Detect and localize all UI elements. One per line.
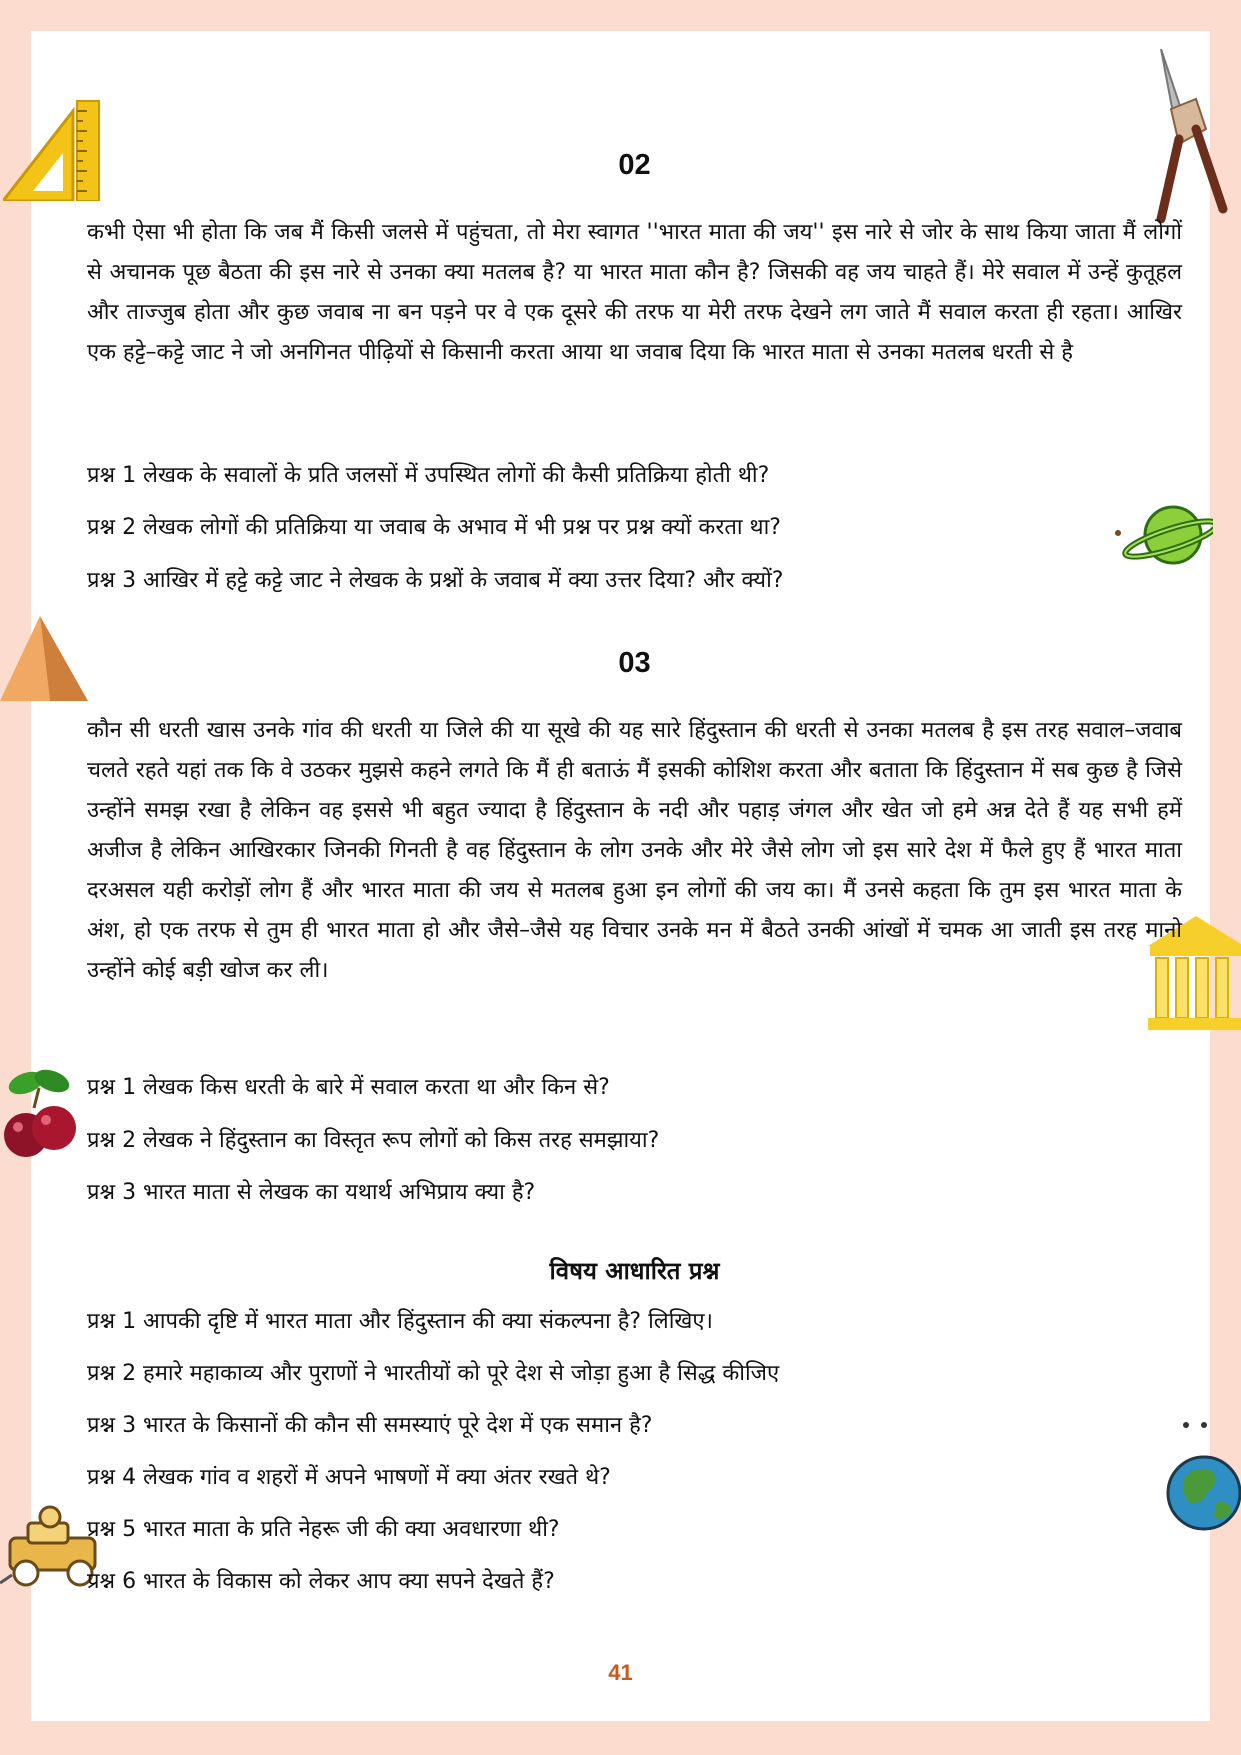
subject-question-4: प्रश्न 4 लेखक गांव व शहरों में अपने भाषणों में क्या अंतर रखते थे? [87,1465,611,1490]
section-2-question-1: प्रश्न 1 लेखक के सवालों के प्रति जलसों में उपस्थित लोगों की कैसी प्रतिक्रिया होती थी? [87,463,770,488]
subject-question-6: प्रश्न 6 भारत के विकास को लेकर आप क्या सपने देखते हैं? [87,1569,555,1594]
pyramid-icon [0,616,90,706]
page-number: 41 [608,1660,633,1685]
subject-question-3: प्रश्न 3 भारत के किसानों की कौन सी समस्याएं पूरे देश में एक समान है? [87,1413,653,1438]
compass-icon [1151,49,1231,229]
section-2-heading: 02 [618,149,651,181]
section-2-question-2: प्रश्न 2 लेखक लोगों की प्रतिक्रिया या जवाब के अभाव में भी प्रश्न पर प्रश्न क्यों करता था? [87,515,781,540]
section-3-question-3: प्रश्न 3 भारत माता से लेखक का यथार्थ अभिप्राय क्या है? [87,1180,536,1205]
berries-icon [4,1063,84,1173]
section-3-heading: 03 [618,647,651,679]
subject-question-1: प्रश्न 1 आपकी दृष्टि में भारत माता और हिंदुस्तान की क्या संकल्पना है? लिखिए। [87,1309,713,1334]
section-2-question-3: प्रश्न 3 आखिर में हट्टे कट्टे जाट ने लेखक के प्रश्नों के जवाब में क्या उत्तर दिया? और क्यों? [87,568,784,593]
section-3-question-1: प्रश्न 1 लेखक किस धरती के बारे में सवाल करता था और किन से? [87,1075,610,1100]
section-3-paragraph: कौन सी धरती खास उनके गांव की धरती या जिले की या सूखे की यह सारे हिंदुस्तान की धरती से उनका मतलब है इस तरह सवाल–जवाब चलते रहते यहां तक कि वे उठकर मुझसे कहने लगते कि मैं ही बताऊं मैं इसकी कोशिश करता और बताता कि हिंदुस्तान में सब कुछ है जिसे उन्होंने समझ रखा है लेकिन वह इससे भी बहुत ज्यादा है हिंदुस्तान के नदी और पहाड़ जंगल और खेत जो हमे अन्न देते हैं यह सभी हमें अजीज है लेकिन आखिरकार जिनकी गिनती है वह हिंदुस्तान के लोग उनके और मेरे जैसे लोग जो इस सारे देश में फैले हुए हैं भारत माता दरअसल यही करोड़ों लोग हैं और भारत माता की जय से मतलब हुआ इन लोगों की जय का। मैं उनसे कहता कि तुम इस भारत माता के अंश, हो एक तरफ से तुम ही भारत माता हो और जैसे–जैसे यह विचार उनके मन में बैठते उनकी आंखों में चमक आ जाती इस तरह मानो उन्होंने कोई बड़ी खोज कर ली। [87,718,1182,983]
page [31,31,1210,1721]
set-square-ruler-icon [3,91,103,201]
subject-questions-heading: विषय आधारित प्रश्न [549,1257,720,1285]
subject-question-2: प्रश्न 2 हमारे महाकाव्य और पुराणों ने भारतीयों को पूरे देश से जोड़ा हुआ है सिद्ध कीजिए [87,1361,780,1386]
section-2-paragraph: कभी ऐसा भी होता कि जब मैं किसी जलसे में पहुंचता, तो मेरा स्वागत ''भारत माता की जय'' इस नारे से जोर के साथ किया जाता मैं लोगों से अचानक पूछ बैठता की इस नारे से उनका क्या मतलब है? या भारत माता कौन है? जिसकी वह जय चाहते हैं। मेरे सवाल में उन्हें कुतूहल और ताज्जुब होता और कुछ जवाब ना बन पड़ने पर वे एक दूसरे की तरफ या मेरी तरफ देखने लग जाते मैं सवाल करता ही रहता। आखिर एक हट्टे–कट्टे जाट ने जो अनगिनत पीढ़ियों से किसानी करता आया था जवाब दिया कि भारत माता से उनका मतलब धरती से है [87,220,1182,365]
section-3-question-2: प्रश्न 2 लेखक ने हिंदुस्तान का विस्तृत रूप लोगों को किस तरह समझाया? [87,1128,660,1153]
subject-question-5: प्रश्न 5 भारत माता के प्रति नेहरू जी की क्या अवधारणा थी? [87,1517,560,1542]
